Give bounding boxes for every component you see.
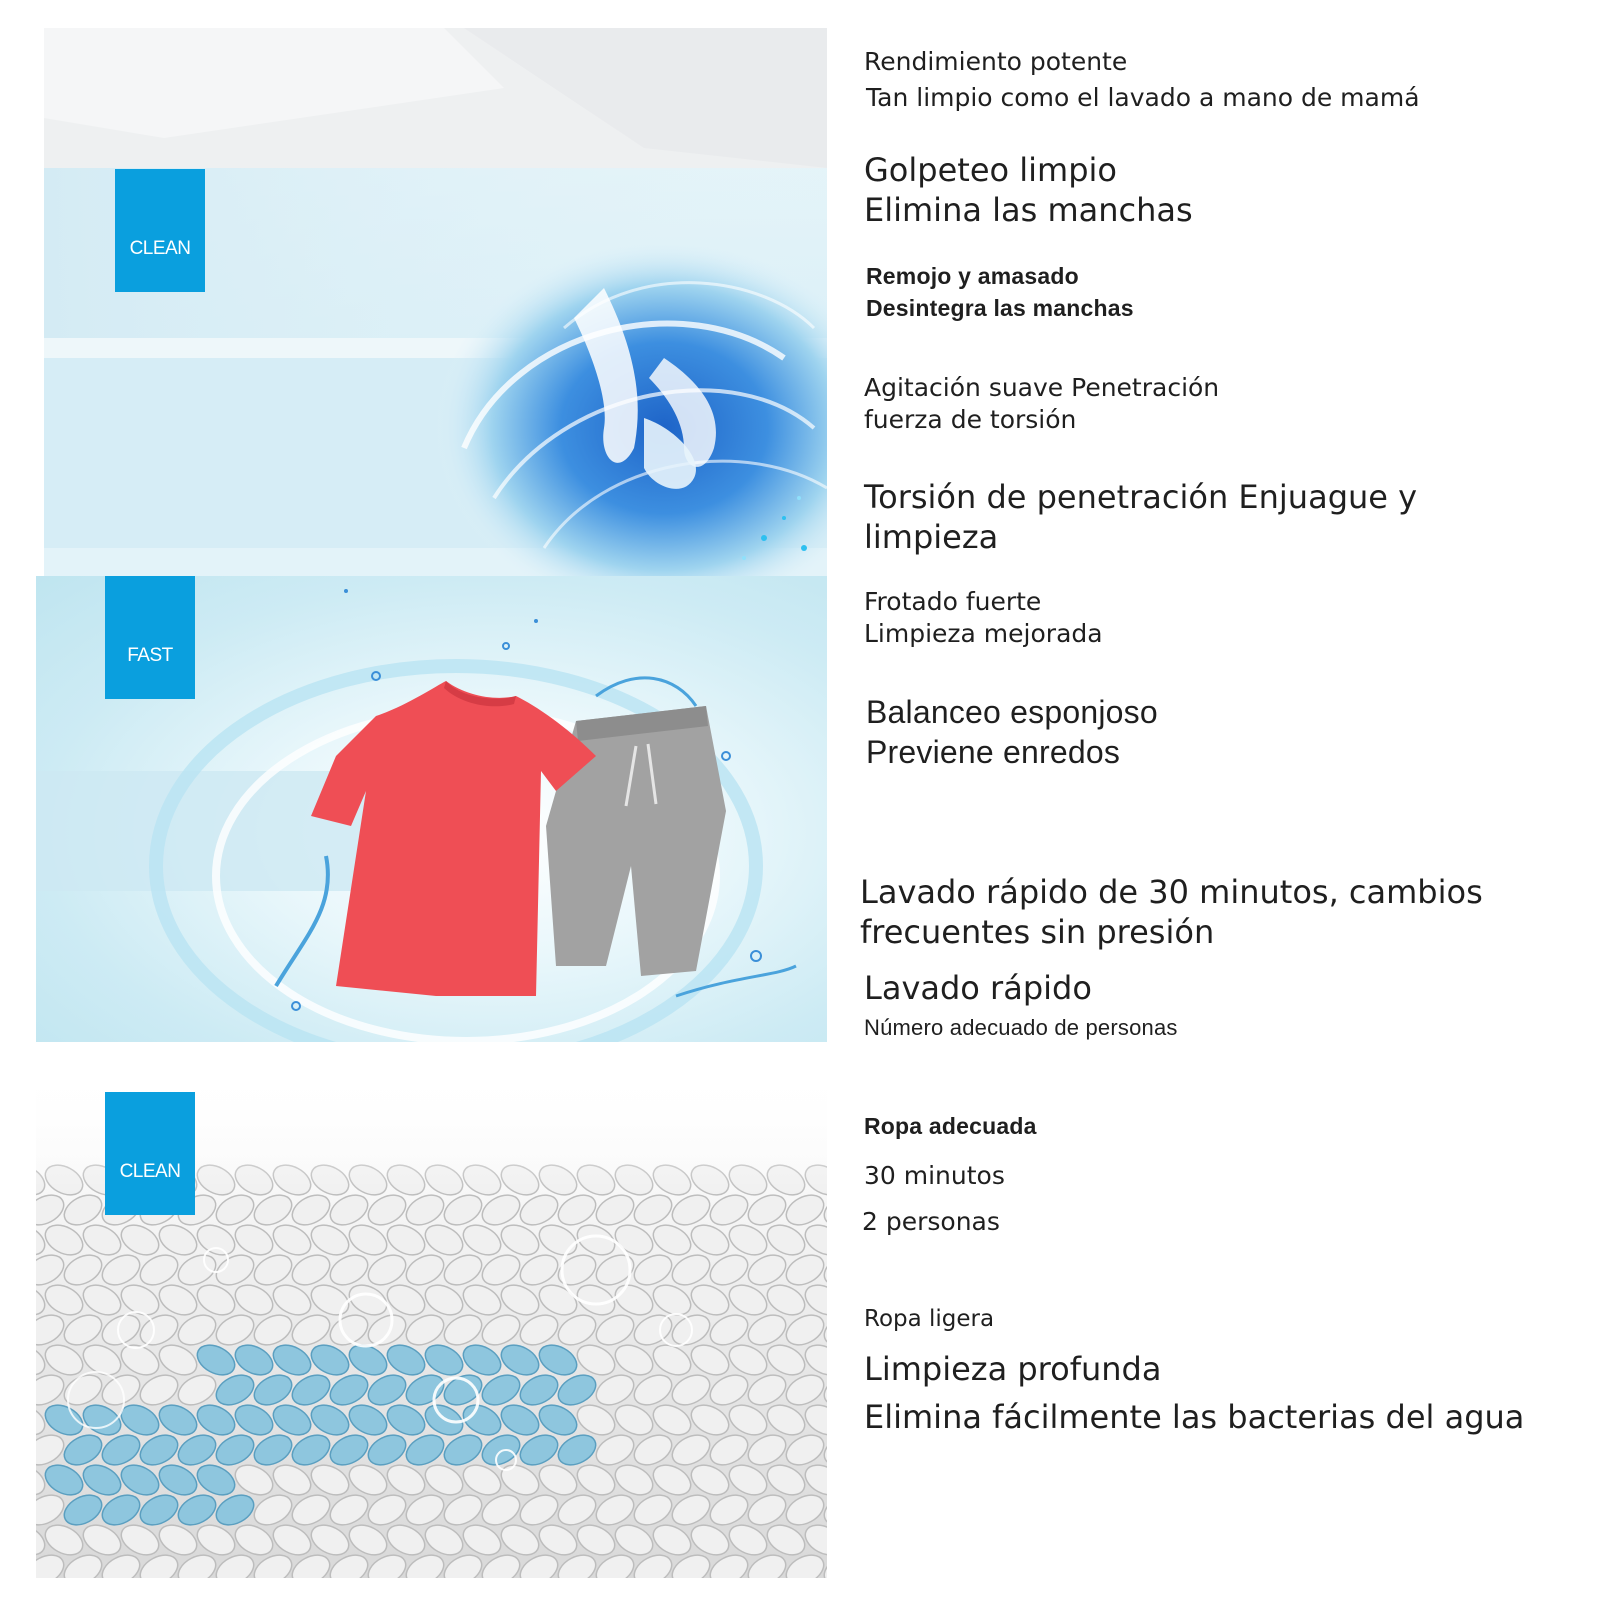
feature-golpeteo-subtitle: Elimina las manchas: [864, 191, 1193, 229]
feature-torsion-line2: limpieza: [864, 518, 999, 556]
hand-wash-image: [44, 28, 827, 576]
spec-30-minutos: 30 minutos: [864, 1161, 1005, 1190]
fast-badge: FAST: [105, 576, 195, 699]
spec-ropa-adecuada: Ropa adecuada: [864, 1113, 1037, 1139]
feature-lavado-rapido: Lavado rápido: [864, 969, 1092, 1007]
spec-2-personas: 2 personas: [862, 1207, 1000, 1236]
feature-torsion-line1: Torsión de penetración Enjuague y: [864, 478, 1418, 516]
feature-rendimiento-title: Rendimiento potente: [864, 47, 1128, 76]
feature-remojo-title: Remojo y amasado: [866, 263, 1079, 289]
feature-lavado30-line1: Lavado rápido de 30 minutos, cambios: [860, 873, 1483, 911]
feature-rendimiento-subtitle: Tan limpio como el lavado a mano de mamá: [866, 83, 1420, 112]
hand-wash-illustration: [44, 28, 827, 576]
feature-elimina-bacterias: Elimina fácilmente las bacterias del agua: [864, 1398, 1525, 1436]
clean-badge-top: CLEAN: [115, 169, 205, 292]
feature-frotado-title: Frotado fuerte: [864, 587, 1042, 616]
feature-agitacion-title: Agitación suave Penetración: [864, 373, 1220, 402]
feature-golpeteo-title: Golpeteo limpio: [864, 151, 1117, 189]
spec-ropa-ligera: Ropa ligera: [864, 1306, 995, 1332]
feature-balanceo-title: Balanceo esponjoso: [866, 694, 1158, 730]
clean-badge-bottom: CLEAN: [105, 1092, 195, 1215]
feature-numero-personas: Número adecuado de personas: [864, 1015, 1178, 1040]
feature-agitacion-subtitle: fuerza de torsión: [864, 405, 1077, 434]
feature-frotado-subtitle: Limpieza mejorada: [864, 619, 1103, 648]
feature-balanceo-subtitle: Previene enredos: [866, 734, 1121, 770]
feature-lavado30-line2: frecuentes sin presión: [860, 913, 1215, 951]
feature-remojo-subtitle: Desintegra las manchas: [866, 295, 1134, 321]
feature-limpieza-profunda: Limpieza profunda: [864, 1350, 1162, 1388]
